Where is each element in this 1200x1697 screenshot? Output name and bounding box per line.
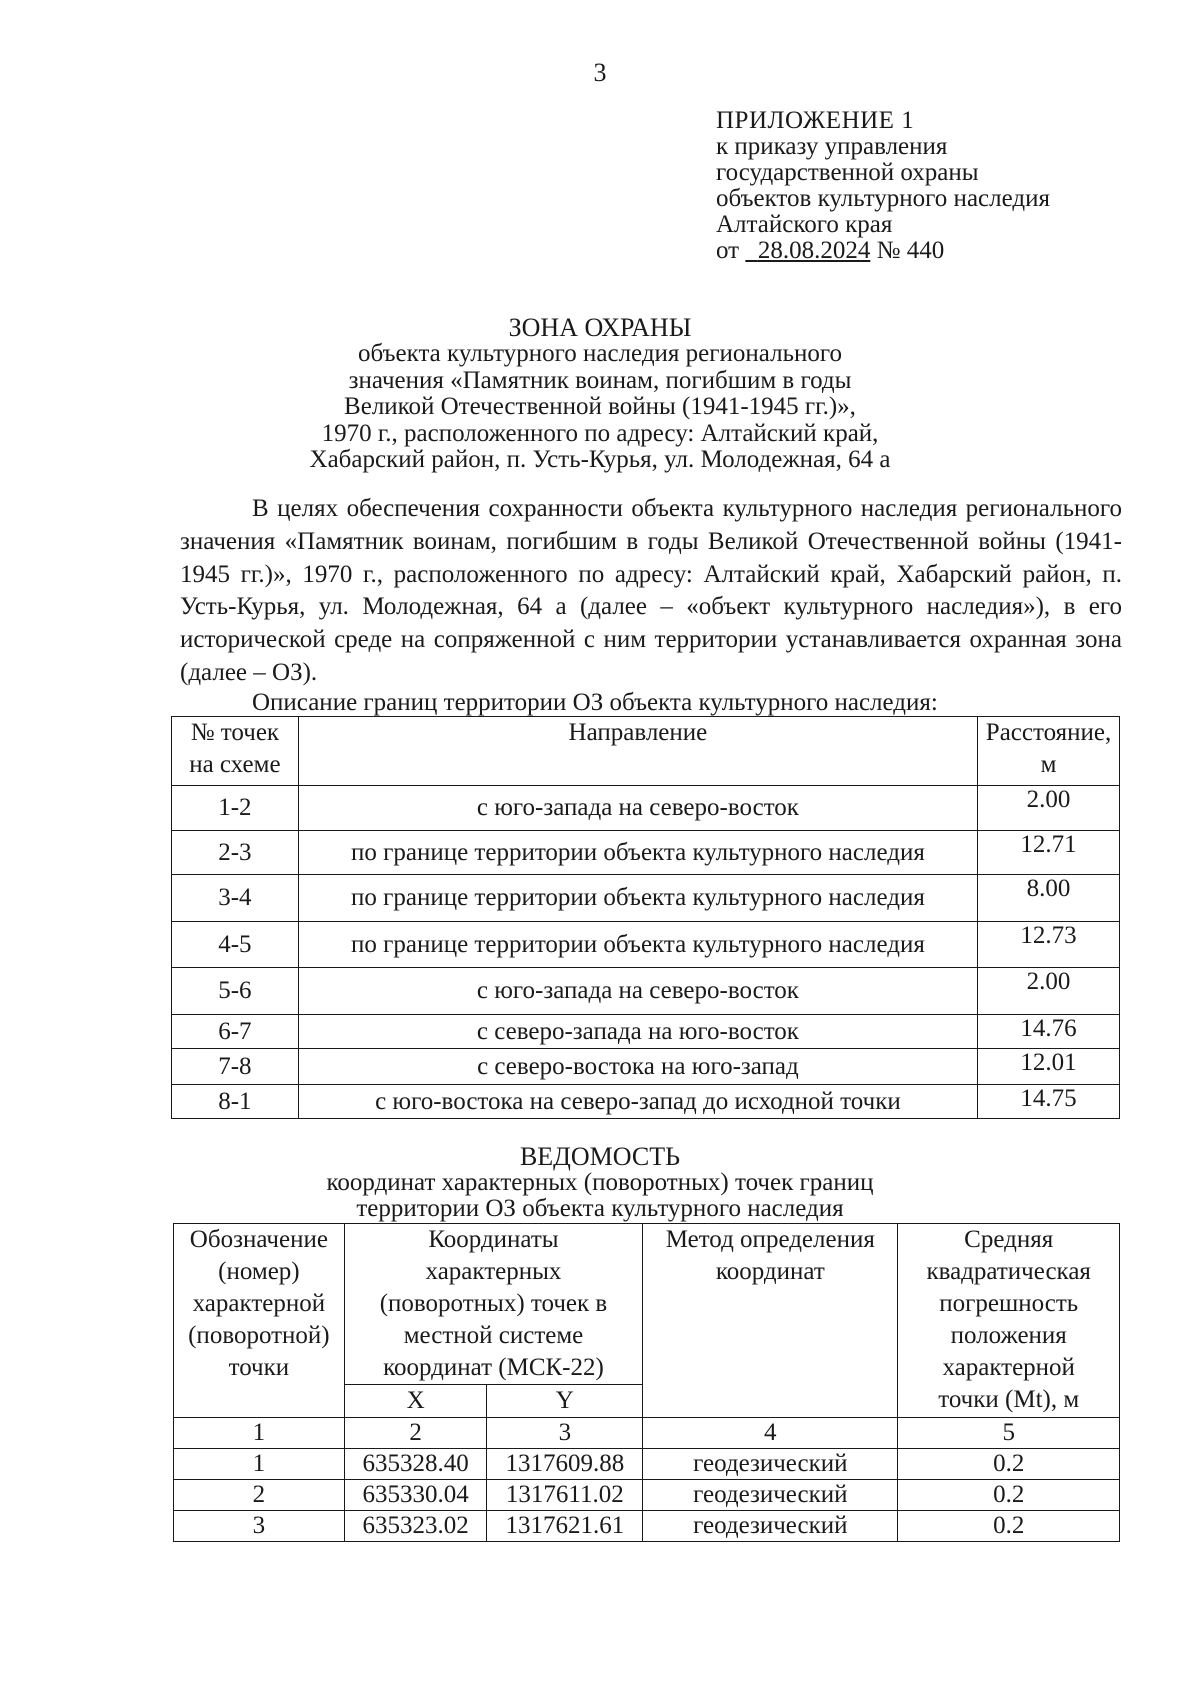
statement-title: ВЕДОМОСТЬ <box>519 1142 681 1171</box>
cell-points: 7-8 <box>172 1049 299 1085</box>
header-distance <box>978 717 1120 786</box>
cell-x: 635323.02 <box>344 1511 487 1542</box>
header-line: (поворотной) <box>188 1322 330 1349</box>
cell-direction: по границе территории объекта культурного наследия <box>298 831 977 875</box>
cell-error: 0.2 <box>898 1511 1120 1542</box>
header-line: (поворотных) точек в <box>379 1290 608 1317</box>
header-error <box>898 1224 1120 1418</box>
cell-direction: по границе территории объекта культурного наследия <box>298 875 977 922</box>
header-line: квадратическая <box>926 1258 1091 1285</box>
column-number: 4 <box>643 1418 898 1449</box>
cell-x: 635330.04 <box>344 1480 487 1511</box>
cell-distance: 12.01 <box>978 1049 1120 1085</box>
cell-distance: 12.71 <box>978 831 1120 875</box>
table-row <box>172 831 1120 875</box>
header-line: Обозначение <box>189 1226 328 1253</box>
cell-method: геодезический <box>643 1511 898 1542</box>
header-line: погрешность <box>939 1290 1079 1317</box>
header-y: Y <box>487 1385 643 1418</box>
column-number: 5 <box>898 1418 1120 1449</box>
statement-subtitle <box>0 1170 1200 1222</box>
cell-direction: с юго-востока на северо-запад до исходной точки <box>298 1085 977 1119</box>
document-subtitle <box>0 341 1200 474</box>
appendix-title: ПРИЛОЖЕНИЕ 1 <box>716 107 915 134</box>
cell-y: 1317609.88 <box>487 1449 643 1480</box>
table-row <box>174 1480 1120 1511</box>
column-number: 2 <box>344 1418 487 1449</box>
cell-points: 6-7 <box>172 1015 299 1049</box>
table-row <box>174 1511 1120 1542</box>
header-coordinates <box>344 1224 642 1385</box>
cell-y: 1317611.02 <box>487 1480 643 1511</box>
body-paragraph: В целях обеспечения сохранности объекта культурного наследия регионального значения «Памятник воинам, погибшим в годы Великой Отечественной войны (1941-1945 гг.)», 1970 г., расположенного по адресу: Алтайский край, Хабарский район, п. Усть-Курья, ул. Молодежная, 64 а (далее – «объект культурного наследия»), в его исторической среде на сопряженной с ним территории устанавливается охранная зона (далее – ОЗ). <box>180 495 1122 686</box>
statement-subtitle-line: территории ОЗ объекта культурного наследия <box>356 1195 844 1222</box>
cell-points: 5-6 <box>172 968 299 1015</box>
cell-distance: 8.00 <box>978 875 1120 922</box>
cell-distance: 14.76 <box>978 1015 1120 1049</box>
header-line: точки <box>228 1354 290 1381</box>
cell-points: 3-4 <box>172 875 299 922</box>
table-row <box>172 786 1120 831</box>
appendix-line: государственной охраны <box>716 159 979 186</box>
subtitle-line: 1970 г., расположенного по адресу: Алтайский край, <box>321 419 879 447</box>
cell-direction: с юго-запада на северо-восток <box>298 968 977 1015</box>
cell-y: 1317621.61 <box>487 1511 643 1542</box>
cell-points: 2-3 <box>172 831 299 875</box>
subtitle-line: Хабарский район, п. Усть-Курья, ул. Молодежная, 64 а <box>309 446 891 473</box>
header-line: характерной <box>192 1290 326 1317</box>
table-header-row <box>174 1224 1120 1385</box>
order-date: 28.08.2024 <box>757 237 871 264</box>
header-line: координат (МСК-22) <box>383 1354 604 1381</box>
cell-distance: 12.73 <box>978 922 1120 968</box>
table-row <box>172 1015 1120 1049</box>
header-line: координат <box>715 1258 825 1285</box>
header-line: характерной <box>942 1354 1075 1381</box>
table1-caption: Описание границ территории ОЗ объекта культурного наследия: <box>252 689 938 716</box>
table-row <box>174 1449 1120 1480</box>
page-number: 3 <box>593 58 607 87</box>
cell-error: 0.2 <box>898 1480 1120 1511</box>
table-row <box>172 968 1120 1015</box>
cell-point-id: 3 <box>174 1511 345 1542</box>
order-number: № 440 <box>876 237 945 264</box>
appendix-header <box>716 108 1050 264</box>
appendix-line: Алтайского края <box>716 211 893 238</box>
cell-point-id: 1 <box>174 1449 345 1480</box>
appendix-line: объектов культурного наследия <box>716 185 1050 212</box>
header-line: Координаты <box>428 1226 559 1253</box>
appendix-date-line <box>716 238 1050 264</box>
header-designation <box>174 1224 345 1418</box>
cell-error: 0.2 <box>898 1449 1120 1480</box>
header-distance-l2: м <box>1040 751 1057 778</box>
table-row <box>172 1085 1120 1119</box>
table-row <box>172 875 1120 922</box>
cell-method: геодезический <box>643 1480 898 1511</box>
column-number: 1 <box>174 1418 345 1449</box>
cell-points: 8-1 <box>172 1085 299 1119</box>
table-row <box>172 922 1120 968</box>
cell-direction: с северо-востока на юго-запад <box>298 1049 977 1085</box>
cell-points: 4-5 <box>172 922 299 968</box>
date-prefix: от <box>716 237 740 264</box>
cell-x: 635328.40 <box>344 1449 487 1480</box>
header-line: Средняя <box>964 1226 1054 1253</box>
boundary-description-table <box>171 716 1120 1119</box>
appendix-line: к приказу управления <box>716 133 948 160</box>
header-method <box>643 1224 898 1418</box>
header-line: характерных <box>425 1258 562 1285</box>
subtitle-line: значения «Памятник воинам, погибшим в годы <box>348 366 852 394</box>
coordinates-table <box>173 1223 1120 1542</box>
header-direction: Направление <box>298 717 977 786</box>
header-line: Метод определения <box>665 1226 875 1253</box>
cell-distance: 2.00 <box>978 786 1120 831</box>
cell-method: геодезический <box>643 1449 898 1480</box>
cell-points: 1-2 <box>172 786 299 831</box>
document-title: ЗОНА ОХРАНЫ <box>508 313 692 342</box>
cell-distance: 2.00 <box>978 968 1120 1015</box>
cell-direction: с северо-запада на юго-восток <box>298 1015 977 1049</box>
cell-distance: 14.75 <box>978 1085 1120 1119</box>
cell-direction: по границе территории объекта культурного наследия <box>298 922 977 968</box>
statement-subtitle-line: координат характерных (поворотных) точек границ <box>326 1169 874 1196</box>
subtitle-line: объекта культурного наследия регионального <box>358 340 842 367</box>
header-points <box>172 717 299 786</box>
subtitle-line: Великой Отечественной войны (1941-1945 гг.)», <box>344 393 856 420</box>
cell-point-id: 2 <box>174 1480 345 1511</box>
header-x: X <box>344 1385 487 1418</box>
table-row <box>172 1049 1120 1085</box>
header-line: местной системе <box>403 1322 584 1349</box>
table-header-row <box>172 717 1120 786</box>
header-line: точки (Mt), м <box>938 1386 1080 1413</box>
column-number-row <box>174 1418 1120 1449</box>
header-points-l1: № точек <box>190 719 280 746</box>
cell-direction: с юго-запада на северо-восток <box>298 786 977 831</box>
header-points-l2: на схеме <box>189 751 281 778</box>
header-line: положения <box>950 1322 1067 1349</box>
column-number: 3 <box>487 1418 643 1449</box>
header-line: (номер) <box>218 1258 300 1285</box>
header-distance-l1: Расстояние, <box>985 719 1112 746</box>
